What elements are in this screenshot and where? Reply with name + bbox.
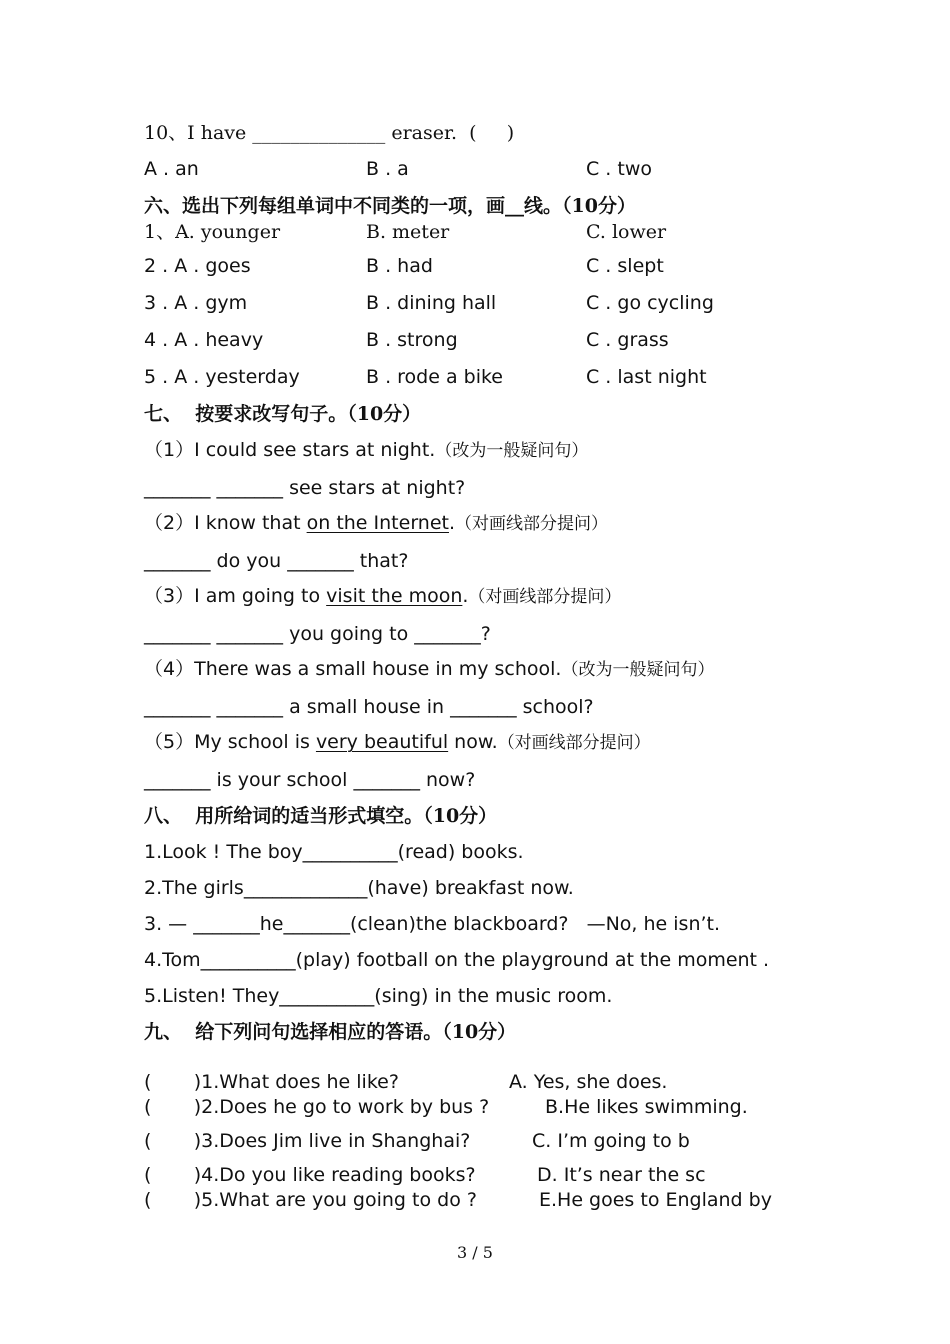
s6-row5-a: 5 . A . yesterday <box>144 366 300 388</box>
s8-item-5: 5.Listen! They__________(sing) in the music room. <box>144 985 613 1007</box>
s6-row3-b: B . dining hall <box>366 292 497 314</box>
s9-answer-a: A. Yes, she does. <box>509 1071 668 1093</box>
s6-row1-b: B. meter <box>366 221 450 243</box>
s9-q3: ( )3.Does Jim live in Shanghai? <box>144 1130 471 1152</box>
s7-q2-answer: _______ do you _______ that? <box>144 550 409 572</box>
q10-option-c: C . two <box>586 158 652 180</box>
s7-q3-note: （对画线部分提问） <box>468 587 622 607</box>
s9-q5: ( )5.What are you going to do ? <box>144 1189 477 1211</box>
s6-row1-c: C. lower <box>586 221 667 243</box>
section-6-title: 六、选出下列每组单词中不同类的一项，画__线。（10分） <box>144 195 636 217</box>
s7-q2-end: . <box>448 512 456 534</box>
s7-q3 <box>144 584 621 609</box>
s8-item-3: 3. — _______he_______(clean)the blackboard? —No, he isn’t. <box>144 913 721 935</box>
s7-q3-answer: _______ _______ you going to _______? <box>144 623 491 645</box>
s7-q5-answer: _______ is your school _______ now? <box>144 769 476 791</box>
q10-stem: 10、I have ______________ eraser. ( ) <box>144 122 515 144</box>
s7-q5-sentence: （5）My school is <box>144 731 316 753</box>
s6-row5-c: C . last night <box>586 366 707 388</box>
s7-q4-note: （改为一般疑问句） <box>561 660 715 680</box>
s7-q4-answer: _______ _______ a small house in _______ school? <box>144 696 594 718</box>
s8-item-4: 4.Tom__________(play) football on the playground at the moment . <box>144 949 770 971</box>
s7-q2-note: （对画线部分提问） <box>455 514 609 534</box>
s7-q5-note: （对画线部分提问） <box>497 733 651 753</box>
s6-row5-b: B . rode a bike <box>366 366 503 388</box>
s7-q3-end: . <box>462 585 469 607</box>
s6-row2-a: 2 . A . goes <box>144 255 251 277</box>
s6-row1-a: 1、A. younger <box>144 221 281 243</box>
section-7-title: 七、 按要求改写句子。（10分） <box>144 403 422 425</box>
q10-option-a: A . an <box>144 158 199 180</box>
s7-q2-underlined: on the Internet <box>306 512 449 534</box>
s7-q1-answer: _______ _______ see stars at night? <box>144 477 466 499</box>
s9-q4: ( )4.Do you like reading books? <box>144 1164 476 1186</box>
s9-q2: ( )2.Does he go to work by bus ? <box>144 1096 490 1118</box>
s7-q1-note: （改为一般疑问句） <box>435 441 589 461</box>
s7-q2-sentence: （2）I know that <box>144 512 307 534</box>
section-9-title: 九、 给下列问句选择相应的答语。（10分） <box>144 1021 517 1043</box>
s7-q1 <box>144 438 588 463</box>
s8-item-2: 2.The girls_____________(have) breakfast now. <box>144 877 574 899</box>
section-8-title: 八、 用所给词的适当形式填空。（10分） <box>144 805 498 827</box>
s8-item-1: 1.Look ! The boy__________(read) books. <box>144 841 524 863</box>
s9-answer-c: C. I’m going to b <box>532 1130 690 1152</box>
s6-row3-a: 3 . A . gym <box>144 292 248 314</box>
s6-row4-b: B . strong <box>366 329 458 351</box>
s7-q3-underlined: visit the moon <box>326 585 463 607</box>
s9-answer-e: E.He goes to England by <box>539 1189 772 1211</box>
s9-q1: ( )1.What does he like? <box>144 1071 399 1093</box>
s6-row4-c: C . grass <box>586 329 669 351</box>
s9-answer-d: D. It’s near the sc <box>537 1164 706 1186</box>
s6-row2-b: B . had <box>366 255 433 277</box>
s7-q4 <box>144 657 714 682</box>
q10-option-b: B . a <box>366 158 409 180</box>
s7-q5-end: now. <box>448 731 498 753</box>
s6-row2-c: C . slept <box>586 255 664 277</box>
s7-q1-sentence: （1）I could see stars at night. <box>144 439 436 461</box>
s7-q5-underlined: very beautiful <box>315 731 449 753</box>
s7-q4-sentence: （4）There was a small house in my school. <box>144 658 562 680</box>
s7-q3-sentence: （3）I am going to <box>144 585 327 607</box>
page-number: 3 / 5 <box>457 1243 493 1262</box>
s6-row3-c: C . go cycling <box>586 292 714 314</box>
s6-row4-a: 4 . A . heavy <box>144 329 264 351</box>
s7-q2 <box>144 511 608 536</box>
s7-q5 <box>144 730 651 755</box>
s9-answer-b: B.He likes swimming. <box>545 1096 748 1118</box>
